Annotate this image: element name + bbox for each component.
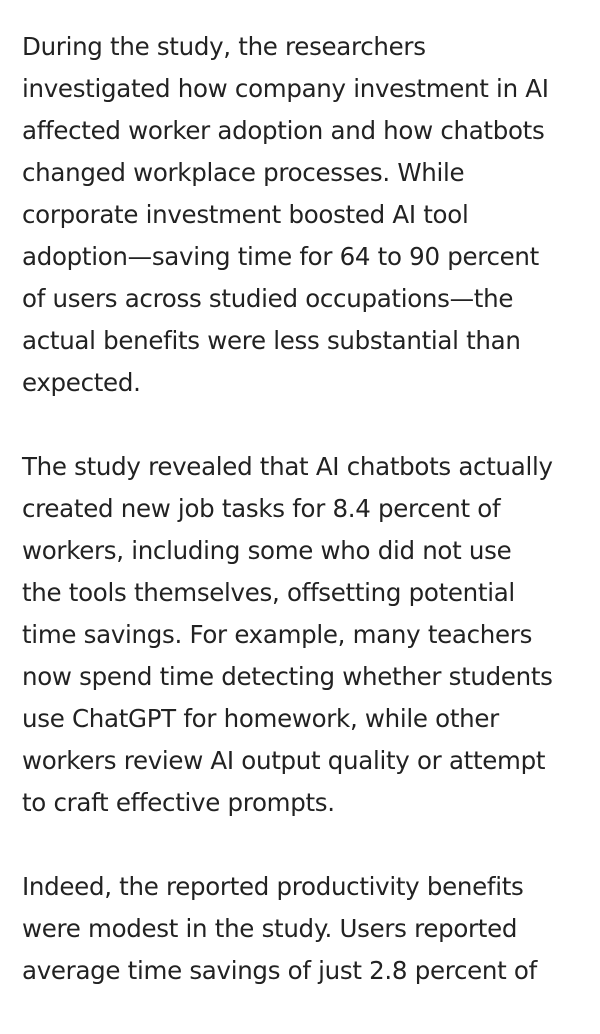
text-line: use ChatGPT for homework, while other [22,704,499,733]
text-line: now spend time detecting whether students [22,662,553,691]
paragraph-3 [22,866,584,992]
text-line: workers, including some who did not use [22,536,512,565]
text-line: workers review AI output quality or attempt [22,746,546,775]
paragraph-1 [22,26,584,404]
paragraph-2 [22,446,584,824]
text-line: average time savings of just 2.8 percent of [22,956,537,985]
text-line: affected worker adoption and how chatbots [22,116,545,145]
text-line: of users across studied occupations—the [22,284,514,313]
text-line: time savings. For example, many teachers [22,620,533,649]
text-line: corporate investment boosted AI tool [22,200,469,229]
text-line: investigated how company investment in AI [22,74,549,103]
text-line: expected. [22,368,141,397]
text-line: During the study, the researchers [22,32,426,61]
text-line: created new job tasks for 8.4 percent of [22,494,501,523]
text-line: changed workplace processes. While [22,158,465,187]
text-line: actual benefits were less substantial than [22,326,521,355]
text-line: were modest in the study. Users reported [22,914,518,943]
text-line: the tools themselves, offsetting potential [22,578,515,607]
text-line: The study revealed that AI chatbots actually [22,452,553,481]
text-line: to craft effective prompts. [22,788,335,817]
article-body [22,26,584,1034]
text-line: adoption—saving time for 64 to 90 percent [22,242,539,271]
text-line: Indeed, the reported productivity benefits [22,872,524,901]
